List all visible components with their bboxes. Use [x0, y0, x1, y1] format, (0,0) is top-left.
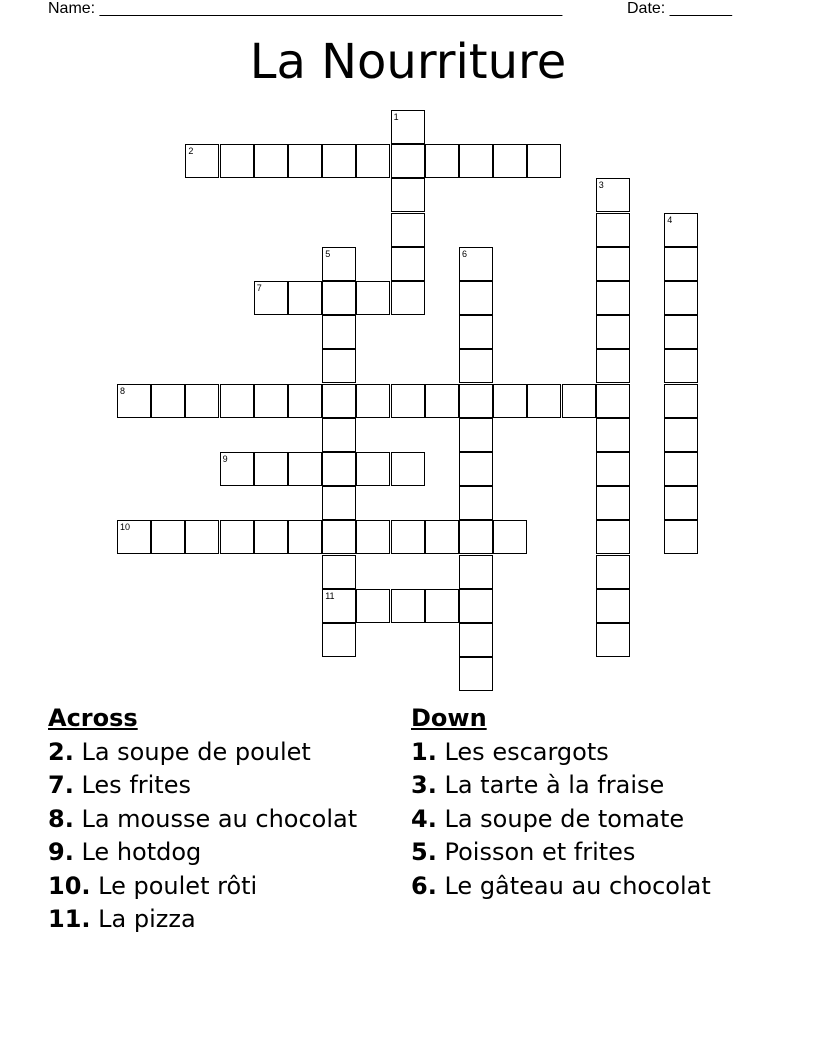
- grid-cell[interactable]: [220, 384, 254, 418]
- grid-cell[interactable]: [288, 384, 322, 418]
- grid-cell[interactable]: [664, 213, 698, 247]
- grid-cell[interactable]: [596, 281, 630, 315]
- grid-cell[interactable]: [562, 384, 596, 418]
- grid-cell[interactable]: [391, 247, 425, 281]
- grid-cell[interactable]: [288, 281, 322, 315]
- clue-number: 11.: [48, 905, 91, 933]
- clue-text: Les frites: [81, 771, 191, 799]
- grid-cell[interactable]: [596, 452, 630, 486]
- grid-cell[interactable]: [596, 315, 630, 349]
- grid-cell[interactable]: [664, 486, 698, 520]
- grid-cell[interactable]: [185, 520, 219, 554]
- grid-cell[interactable]: [493, 144, 527, 178]
- grid-cell[interactable]: [254, 384, 288, 418]
- grid-cell[interactable]: [391, 281, 425, 315]
- grid-cell[interactable]: [664, 247, 698, 281]
- grid-cell[interactable]: [254, 452, 288, 486]
- grid-cell[interactable]: [596, 555, 630, 589]
- clue-number: 1.: [411, 737, 437, 766]
- grid-cell[interactable]: [664, 418, 698, 452]
- down-clue: [411, 769, 791, 803]
- grid-cell[interactable]: [151, 384, 185, 418]
- grid-cell[interactable]: [459, 247, 493, 281]
- cell-number: 9: [222, 454, 228, 464]
- grid-cell[interactable]: [596, 623, 630, 657]
- grid-cell[interactable]: [288, 452, 322, 486]
- grid-cell[interactable]: [596, 349, 630, 383]
- grid-cell[interactable]: [459, 315, 493, 349]
- down-clue: [411, 803, 791, 837]
- date-field-label: Date: _______: [627, 0, 732, 17]
- grid-cell[interactable]: [322, 281, 356, 315]
- grid-cell[interactable]: [322, 315, 356, 349]
- grid-cell[interactable]: [391, 110, 425, 144]
- grid-cell[interactable]: [322, 520, 356, 554]
- grid-cell[interactable]: [596, 247, 630, 281]
- down-heading: Down: [411, 704, 487, 732]
- grid-cell[interactable]: [493, 520, 527, 554]
- cell-number: 7: [256, 283, 262, 293]
- grid-cell[interactable]: [391, 178, 425, 212]
- grid-cell[interactable]: [596, 520, 630, 554]
- across-clue: [48, 903, 398, 937]
- grid-cell[interactable]: [459, 349, 493, 383]
- grid-cell[interactable]: [459, 281, 493, 315]
- grid-cell[interactable]: [220, 144, 254, 178]
- grid-cell[interactable]: [322, 486, 356, 520]
- grid-cell[interactable]: [664, 349, 698, 383]
- across-clue: [48, 769, 398, 803]
- grid-cell[interactable]: [493, 384, 527, 418]
- clue-text: Le poulet rôti: [98, 871, 258, 900]
- cell-number: 6: [462, 248, 468, 259]
- clue-number: 8.: [48, 804, 74, 833]
- grid-cell[interactable]: [459, 452, 493, 486]
- grid-cell[interactable]: [185, 384, 219, 418]
- grid-cell[interactable]: [596, 213, 630, 247]
- grid-cell[interactable]: [288, 520, 322, 554]
- grid-cell[interactable]: [664, 281, 698, 315]
- across-clue: [48, 836, 398, 870]
- clue-number: 3.: [411, 771, 437, 799]
- cell-number: 8: [120, 385, 126, 396]
- grid-cell[interactable]: [596, 418, 630, 452]
- grid-cell[interactable]: [664, 520, 698, 554]
- grid-cell[interactable]: [117, 520, 151, 554]
- grid-cell[interactable]: [596, 384, 630, 418]
- clue-text: Les escargots: [444, 737, 609, 766]
- grid-cell[interactable]: [254, 144, 288, 178]
- grid-cell[interactable]: [459, 520, 493, 554]
- grid-cell[interactable]: [356, 452, 390, 486]
- grid-cell[interactable]: [322, 144, 356, 178]
- grid-cell[interactable]: [151, 520, 185, 554]
- down-clue: [411, 836, 791, 870]
- grid-cell[interactable]: [527, 144, 561, 178]
- across-heading: Across: [48, 704, 138, 732]
- grid-cell[interactable]: [527, 384, 561, 418]
- grid-cell[interactable]: [322, 349, 356, 383]
- grid-cell[interactable]: [391, 520, 425, 554]
- grid-cell[interactable]: [322, 452, 356, 486]
- grid-cell[interactable]: [254, 281, 288, 315]
- clue-number: 2.: [48, 737, 74, 766]
- across-clue: [48, 803, 398, 837]
- grid-cell[interactable]: [391, 213, 425, 247]
- grid-cell[interactable]: [459, 486, 493, 520]
- clue-text: La tarte à la fraise: [444, 771, 665, 799]
- cell-number: 2: [188, 146, 194, 157]
- cell-number: 11: [325, 590, 335, 601]
- grid-cell[interactable]: [596, 589, 630, 623]
- grid-cell[interactable]: [425, 144, 459, 178]
- cell-number: 4: [667, 214, 673, 225]
- grid-cell[interactable]: [391, 589, 425, 623]
- grid-cell[interactable]: [664, 452, 698, 486]
- page-title: La Nourriture: [249, 34, 567, 90]
- grid-cell[interactable]: [322, 418, 356, 452]
- grid-cell[interactable]: [459, 589, 493, 623]
- clue-text: La mousse au chocolat: [81, 804, 358, 833]
- name-field-label: Name: ____________________________________________________: [48, 0, 563, 17]
- grid-cell[interactable]: [425, 589, 459, 623]
- grid-cell[interactable]: [322, 247, 356, 281]
- grid-cell[interactable]: [322, 555, 356, 589]
- cell-number: 3: [598, 180, 604, 191]
- clue-text: La pizza: [98, 905, 196, 933]
- grid-cell[interactable]: [459, 657, 493, 691]
- grid-cell[interactable]: [356, 589, 390, 623]
- clue-number: 9.: [48, 838, 74, 866]
- grid-cell[interactable]: [117, 384, 151, 418]
- clue-number: 7.: [48, 771, 74, 799]
- grid-cell[interactable]: [391, 384, 425, 418]
- clue-number: 4.: [411, 804, 437, 833]
- grid-cell[interactable]: [596, 178, 630, 212]
- grid-cell[interactable]: [288, 144, 322, 178]
- grid-cell[interactable]: [425, 520, 459, 554]
- across-clues: [48, 702, 398, 937]
- grid-cell[interactable]: [322, 623, 356, 657]
- cell-number: 10: [120, 522, 131, 533]
- grid-cell[interactable]: [254, 520, 288, 554]
- grid-cell[interactable]: [459, 418, 493, 452]
- down-clue: [411, 736, 791, 770]
- grid-cell[interactable]: [356, 384, 390, 418]
- grid-cell[interactable]: [664, 384, 698, 418]
- grid-cell[interactable]: [322, 384, 356, 418]
- grid-cell[interactable]: [459, 144, 493, 178]
- grid-cell[interactable]: [391, 144, 425, 178]
- grid-cell[interactable]: [322, 589, 356, 623]
- grid-cell[interactable]: [185, 144, 219, 178]
- down-clue: [411, 870, 791, 904]
- clue-text: Poisson et frites: [444, 838, 636, 866]
- grid-cell[interactable]: [356, 520, 390, 554]
- cell-number: 5: [325, 248, 331, 259]
- grid-cell[interactable]: [596, 486, 630, 520]
- clue-number: 5.: [411, 838, 437, 866]
- grid-cell[interactable]: [356, 144, 390, 178]
- clue-text: Le hotdog: [81, 838, 202, 866]
- cell-number: 1: [393, 112, 399, 122]
- clue-text: La soupe de poulet: [81, 737, 311, 766]
- grid-cell[interactable]: [459, 384, 493, 418]
- grid-cell[interactable]: [459, 555, 493, 589]
- clue-number: 10.: [48, 871, 91, 900]
- grid-cell[interactable]: [356, 281, 390, 315]
- grid-cell[interactable]: [391, 452, 425, 486]
- grid-cell[interactable]: [459, 623, 493, 657]
- clue-text: La soupe de tomate: [444, 804, 685, 833]
- across-clue: [48, 736, 398, 770]
- grid-cell[interactable]: [220, 452, 254, 486]
- clue-text: Le gâteau au chocolat: [444, 871, 711, 900]
- grid-cell[interactable]: [664, 315, 698, 349]
- grid-cell[interactable]: [425, 384, 459, 418]
- across-clue: [48, 870, 398, 904]
- down-clues: [411, 702, 791, 903]
- clue-number: 6.: [411, 871, 437, 900]
- grid-cell[interactable]: [220, 520, 254, 554]
